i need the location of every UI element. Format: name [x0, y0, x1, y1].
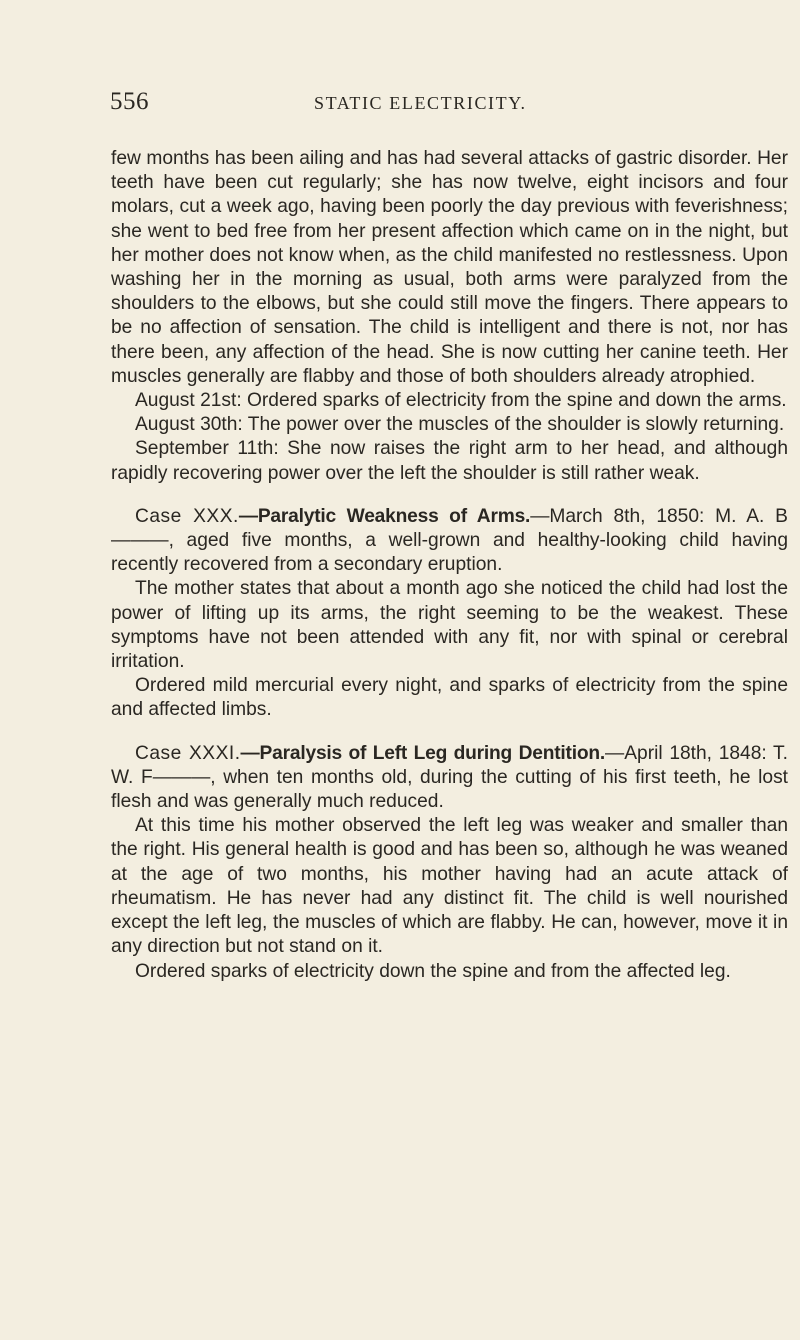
case-30-title: —Paralytic Weakness of Arms.	[238, 505, 531, 527]
paragraph-ordered-mercurial: Ordered mild mercurial every night, and sparks of electricity from the spine and affected limbs.	[111, 675, 788, 721]
case-30-text: —March 8th, 1850: M. A. B———, aged five months, a well-grown and healthy-looking child having recently recovered from a secondary eruption.	[111, 505, 788, 576]
case-31-label: Case XXXI.	[135, 742, 241, 764]
paragraph-ordered-sparks-leg: Ordered sparks of electricity down the spine and from the affected leg.	[135, 960, 731, 982]
page-number: 556	[110, 88, 149, 115]
paragraph-continuation: few months has been ailing and has had several attacks of gastric disorder. Her teeth have been cut regularly; she has now twelve, eight incisors and four molars, cut a week ago, having been poorly the day previous with feverishness; she went to bed free from her present affection which came on in the night, but her mother does not know when, as the child manifested no restlessness. Upon washing her in the morning as usual, both arms were paralyzed from the shoulders to the elbows, but she could still move the fingers. There appears to be no affection of sensation. The child is intelligent and there is not, nor has there been, any affection of the head. She is now cutting her canine teeth. Her muscles generally are flabby and those of both shoulders already atrophied.	[111, 148, 788, 387]
paragraph-at-this-time: At this time his mother observed the left leg was weaker and smaller than the right. His general health is good and has been so, although he was weaned at the age of two months, his mother having had an acute attack of rheumatism. He has never had any distinct fit. The child is well nourished except the left leg, the muscles of which are flabby. He can, however, move it in any direction but not stand on it.	[111, 815, 788, 958]
body-text	[111, 147, 788, 984]
paragraph-mother-states: The mother states that about a month ago she noticed the child had lost the power of lifting up its arms, the right seeming to be the weakest. These symptoms have not been attended with any fit, nor with spinal or cerebral irritation.	[111, 578, 788, 673]
case-30-paragraph	[111, 505, 788, 578]
running-title: STATIC ELECTRICITY.	[314, 93, 527, 113]
case-31-title: —Paralysis of Left Leg during Dentition.	[240, 742, 606, 764]
case-30-label: Case XXX.	[135, 505, 239, 527]
paragraph-september-11: September 11th: She now raises the right arm to her head, and although rapidly recovering power over the left the shoulder is still rather weak.	[111, 438, 788, 484]
page-header	[110, 88, 790, 128]
case-31-paragraph	[111, 742, 788, 815]
paragraph-august-30: August 30th: The power over the muscles of the shoulder is slowly returning.	[135, 414, 785, 436]
paragraph-august-21: August 21st: Ordered sparks of electricity from the spine and down the arms.	[135, 390, 787, 412]
case-31-text: —April 18th, 1848: T. W. F———, when ten months old, during the cutting of his first teeth, he lost flesh and was generally much reduced.	[111, 742, 788, 813]
